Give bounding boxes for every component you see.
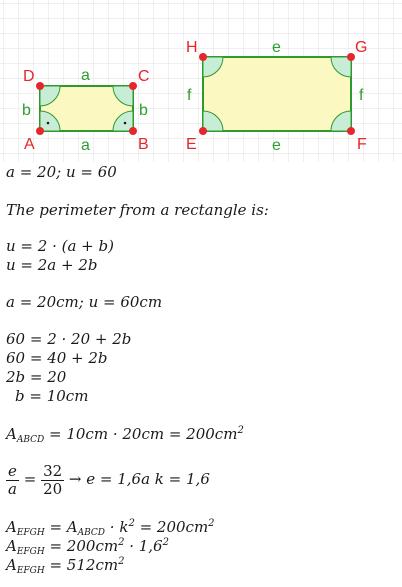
side-b-left-label: b xyxy=(22,102,31,119)
area-exponent: 2 xyxy=(237,425,244,436)
given-line-2: a = 20cm; u = 60cm xyxy=(6,293,163,311)
rectangles-figure xyxy=(0,0,402,162)
area-symbol: A xyxy=(6,425,17,443)
calc-line-1: 60 = 2 · 20 + 2b xyxy=(6,330,132,348)
side-f-left-label: f xyxy=(187,87,192,104)
formula-line-2: u = 2a + 2b xyxy=(6,256,98,274)
vertex-g-label: G xyxy=(355,39,368,56)
area-efgh-line-1: $A_{EFGH} = A_{ABCD} \cdot k^2 = 200cm^2$ xyxy=(6,518,215,538)
area-abcd-value: = 10cm · 20cm = 200cm xyxy=(44,425,238,443)
calc-line-2: 60 = 40 + 2b xyxy=(6,349,108,367)
side-e-bottom-label: e xyxy=(272,137,281,154)
side-a-bottom-label: a xyxy=(81,137,90,154)
vertex-h-label: H xyxy=(186,39,198,56)
vertex-c-label: C xyxy=(138,68,150,85)
vertex-f-label: F xyxy=(357,136,367,153)
vertex-b-label: B xyxy=(138,136,149,153)
calc-line-3: 2b = 20 xyxy=(6,368,67,386)
given-line-1: a = 20; u = 60 xyxy=(6,163,117,181)
formula-line-1: u = 2 · (a + b) xyxy=(6,237,114,255)
area-efgh-line-3: $A_{EFGH} = 512cm^2$ xyxy=(6,556,125,576)
side-e-top-label: e xyxy=(272,39,281,56)
fraction-32-over-20: $\frac{32}{20}$ xyxy=(43,461,63,498)
area-subscript: ABCD xyxy=(16,435,45,445)
ratio-result: → e = 1,6a k = 1,6 xyxy=(64,470,210,488)
area-abcd-line xyxy=(6,425,244,443)
area-efgh-line-2: $A_{EFGH} = 200cm^2 \cdot 1,6^2$ xyxy=(6,537,169,557)
side-a-top-label: a xyxy=(81,67,90,84)
side-b-right-label: b xyxy=(139,102,148,119)
perimeter-sentence: The perimeter from a rectangle is: xyxy=(6,201,269,219)
ratio-line: $\frac{e}{a}$ = $\frac{32}{20}$ → e = 1,6a k = 1,6 xyxy=(8,461,210,498)
vertex-e-label: E xyxy=(186,136,197,153)
fraction-e-over-a: $\frac{e}{a}$ xyxy=(8,461,17,498)
vertex-a-label: A xyxy=(24,136,35,153)
side-f-right-label: f xyxy=(359,87,364,104)
vertex-d-label: D xyxy=(23,68,35,85)
calc-line-4: b = 10cm xyxy=(15,387,89,405)
